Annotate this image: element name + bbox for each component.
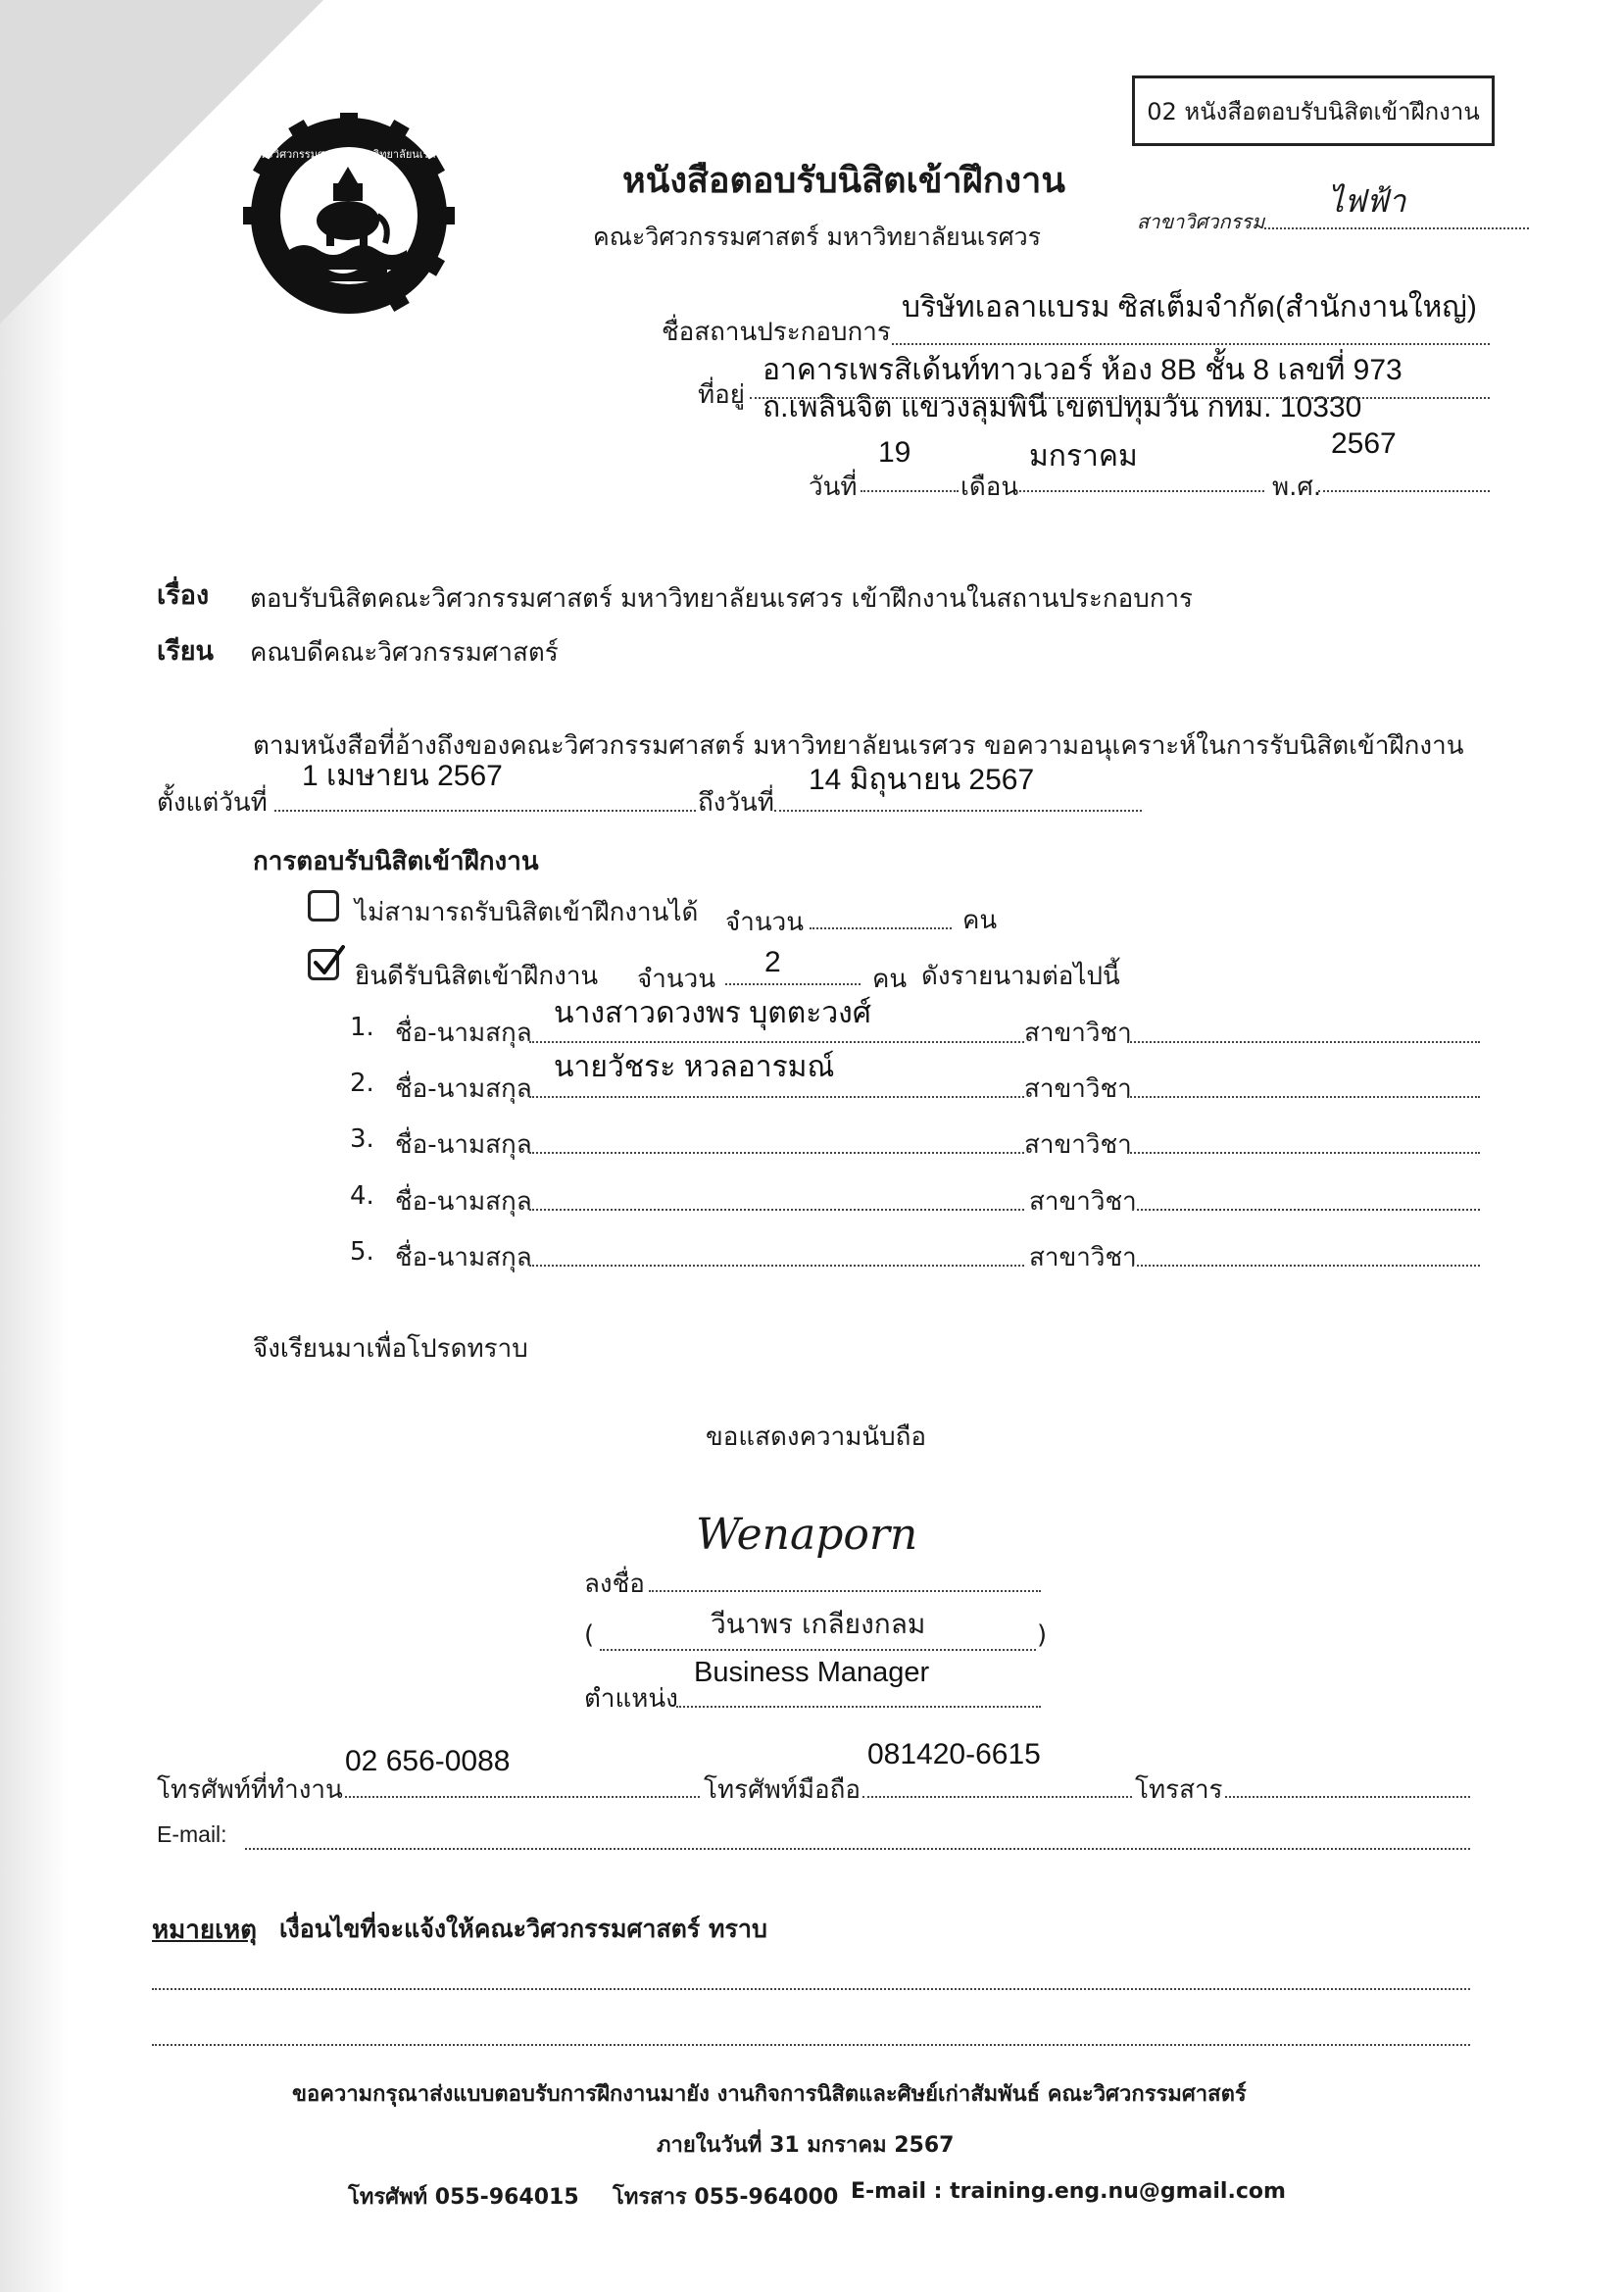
student-name-label: ชื่อ-นามสกุล (395, 1187, 532, 1217)
page-subtitle: คณะวิศวกรรมศาสตร์ มหาวิทยาลัยนเรศวร (593, 223, 1042, 251)
student-number: 2. (350, 1069, 374, 1098)
student-name-label: ชื่อ-นามสกุล (395, 1074, 532, 1104)
company-name-label: ชื่อสถานประกอบการ (662, 318, 891, 347)
date-year: 2567 (1331, 427, 1397, 460)
closing-regards: ขอแสดงความนับถือ (706, 1422, 926, 1452)
check-mark-icon (310, 943, 349, 978)
acceptance-heading: การตอบรับนิสิตเข้าฝึกงาน (253, 847, 539, 876)
subject-text: ตอบรับนิสิตคณะวิศวกรรมศาสตร์ มหาวิทยาลัยนเรศวร เข้าฝึกงานในสถานประกอบการ (250, 584, 1194, 614)
reject-option-label: ไม่สามารถรับนิสิตเข้าฝึกงานได้ (355, 898, 699, 927)
address-label: ที่อยู่ (698, 380, 745, 410)
department-value: ไฟฟ้า (1328, 182, 1406, 220)
to-text: คณบดีคณะวิศวกรรมศาสตร์ (250, 638, 559, 668)
student-name-label: ชื่อ-นามสกุล (395, 1243, 532, 1272)
scan-edge (0, 0, 69, 2292)
reject-count-label: จำนวน (725, 908, 804, 937)
accept-unit: คน (872, 965, 908, 994)
department-label: สาขาวิศวกรรม (1137, 210, 1265, 233)
mobile-value: 081420-6615 (867, 1738, 1041, 1770)
footer-email: E-mail : training.eng.nu@gmail.com (851, 2179, 1286, 2204)
to-label: เรียน (157, 636, 215, 667)
accept-option-label: ยินดีรับนิสิตเข้าฝึกงาน (355, 962, 599, 991)
office-phone-value: 02 656-0088 (345, 1745, 511, 1777)
footer-line1: ขอความกรุณาส่งแบบตอบรับการฝึกงานมายัง งานกิจการนิสิตและศิษย์เก่าสัมพันธ์ คณะวิศวกรรมศาสตร์ (292, 2082, 1247, 2107)
reject-unit: คน (962, 906, 998, 935)
footer-fax: โทรสาร 055-964000 (613, 2185, 839, 2210)
page-title: หนังสือตอบรับนิสิตเข้าฝึกงาน (622, 161, 1065, 201)
student-major-label: สาขาวิชา (1024, 1074, 1132, 1104)
date-month-label: เดือน (960, 473, 1019, 502)
student-number: 3. (350, 1124, 374, 1154)
student-major-label: สาขาวิชา (1029, 1187, 1137, 1217)
fax-label: โทรสาร (1135, 1775, 1223, 1805)
student-name-label: ชื่อ-นามสกุล (395, 1019, 532, 1048)
accept-count-label: จำนวน (637, 965, 715, 994)
student-major-label: สาขาวิชา (1029, 1243, 1137, 1272)
date-day: 19 (878, 436, 911, 469)
from-date-label: ตั้งแต่วันที่ (157, 788, 268, 818)
student-major-label: สาขาวิชา (1024, 1019, 1132, 1048)
date-day-label: วันที่ (809, 473, 858, 502)
signer-paren-open: ( (584, 1620, 595, 1650)
faculty-logo (240, 113, 458, 319)
student-major-label: สาขาวิชา (1024, 1130, 1132, 1160)
accept-list-suffix: ดังรายนามต่อไปนี้ (921, 962, 1120, 991)
to-date: 14 มิถุนายน 2567 (809, 764, 1035, 796)
date-month: มกราคม (1029, 440, 1138, 473)
office-phone-label: โทรศัพท์ที่ทำงาน (157, 1775, 343, 1805)
student-number: 5. (350, 1237, 374, 1267)
mobile-label: โทรศัพท์มือถือ (704, 1775, 861, 1805)
remark-text: เงื่อนไขที่จะแจ้งให้คณะวิศวกรรมศาสตร์ ทราบ (279, 1915, 767, 1943)
signer-paren-close: ) (1037, 1620, 1048, 1650)
signature: Wenaporn (696, 1510, 918, 1560)
from-date: 1 เมษายน 2567 (302, 760, 503, 792)
position-value: Business Manager (694, 1657, 930, 1688)
body-paragraph: ตามหนังสือที่อ้างถึงของคณะวิศวกรรมศาสตร์ มหาวิทยาลัยนเรศวร ขอความอนุเคราะห์ในการรับนิสิตเข้าฝึกงาน (253, 731, 1464, 761)
student-number: 1. (350, 1013, 374, 1042)
address-line1: อาคารเพรสิเด้นท์ทาวเวอร์ ห้อง 8B ชั้น 8 เลขที่ 973 (763, 354, 1403, 386)
student-name-label: ชื่อ-นามสกุล (395, 1130, 532, 1160)
subject-label: เรื่อง (157, 580, 210, 611)
sign-label: ลงชื่อ (584, 1570, 645, 1599)
footer-phone: โทรศัพท์ 055-964015 (348, 2185, 579, 2210)
accept-count: 2 (764, 946, 781, 978)
company-name: บริษัทเอลาแบรม ซิสเต็มจำกัด(สำนักงานใหญ่) (902, 291, 1477, 324)
to-date-label: ถึงวันที่ (698, 788, 774, 818)
date-year-label: พ.ศ. (1272, 473, 1322, 502)
closing-line: จึงเรียนมาเพื่อโปรดทราบ (253, 1334, 528, 1364)
form-code: 02 หนังสือตอบรับนิสิตเข้าฝึกงาน (1147, 97, 1480, 125)
logo-ring-text: คณะวิศวกรรมศาสตร์ มหาวิทยาลัยนเรศวร (250, 148, 448, 161)
student-name: นายวัชระ หวลอารมณ์ (554, 1051, 835, 1083)
form-code-box (1132, 75, 1495, 146)
address-line2: ถ.เพลินจิต แขวงลุมพินี เขตปทุมวัน กทม. 10330 (763, 391, 1362, 424)
email-label: E-mail: (157, 1821, 227, 1847)
position-label: ตำแหน่ง (584, 1684, 678, 1714)
student-number: 4. (350, 1181, 374, 1211)
footer-line2: ภายในวันที่ 31 มกราคม 2567 (657, 2133, 955, 2158)
student-name: นางสาวดวงพร บุตตะวงศ์ (554, 997, 871, 1029)
signer-name: วีนาพร เกลียงกลม (711, 1608, 926, 1640)
reject-checkbox[interactable] (308, 890, 339, 922)
remark-label: หมายเหตุ (152, 1916, 258, 1945)
